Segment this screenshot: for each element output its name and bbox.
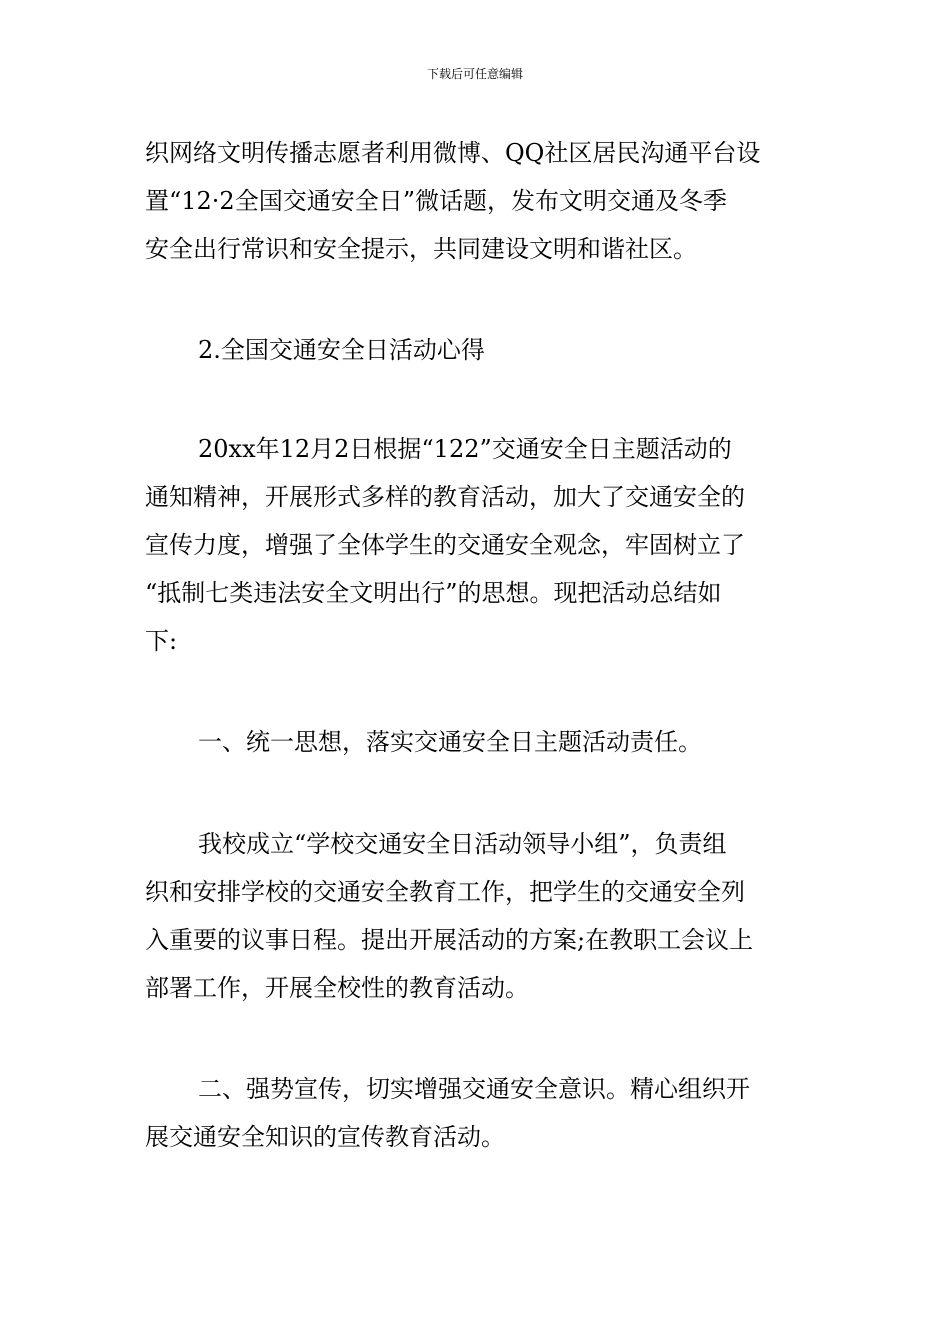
paragraph-line: 部署工作，开展全校性的教育活动。	[145, 974, 529, 1002]
page-header: 下载后可任意编辑	[426, 67, 523, 81]
paragraph-line: 安全出行常识和安全提示，共同建设文明和谐社区。	[145, 235, 697, 263]
paragraph-line: 展交通安全知识的宣传教育活动。	[145, 1123, 505, 1151]
paragraph-line: “抵制七类违法安全文明出行”的思想。现把活动总结如	[145, 579, 722, 607]
paragraph-line: 下:	[145, 627, 178, 655]
paragraph-line: 通知精神，开展形式多样的教育活动，加大了交通安全的	[145, 483, 745, 511]
paragraph-line: 我校成立“学校交通安全日活动领导小组”，负责组	[198, 830, 727, 858]
paragraph-line: 织和安排学校的交通安全教育工作，把学生的交通安全列	[145, 878, 745, 906]
paragraph-line: 20xx年12月2日根据“122”交通安全日主题活动的	[198, 435, 732, 463]
paragraph-line: 置“12·2全国交通安全日”微话题，发布文明交通及冬季	[145, 187, 727, 215]
paragraph-line: 织网络文明传播志愿者利用微博、QQ社区居民沟通平台设	[145, 139, 761, 167]
section-heading: 二、强势宣传，切实增强交通安全意识。精心组织开	[198, 1075, 750, 1103]
paragraph-line: 入重要的议事日程。提出开展活动的方案;在教职工会议上	[145, 926, 754, 954]
paragraph-line: 宣传力度，增强了全体学生的交通安全观念，牢固树立了	[145, 531, 745, 559]
section-heading: 2.全国交通安全日活动心得	[198, 336, 485, 364]
section-heading: 一、统一思想，落实交通安全日主题活动责任。	[198, 728, 702, 756]
